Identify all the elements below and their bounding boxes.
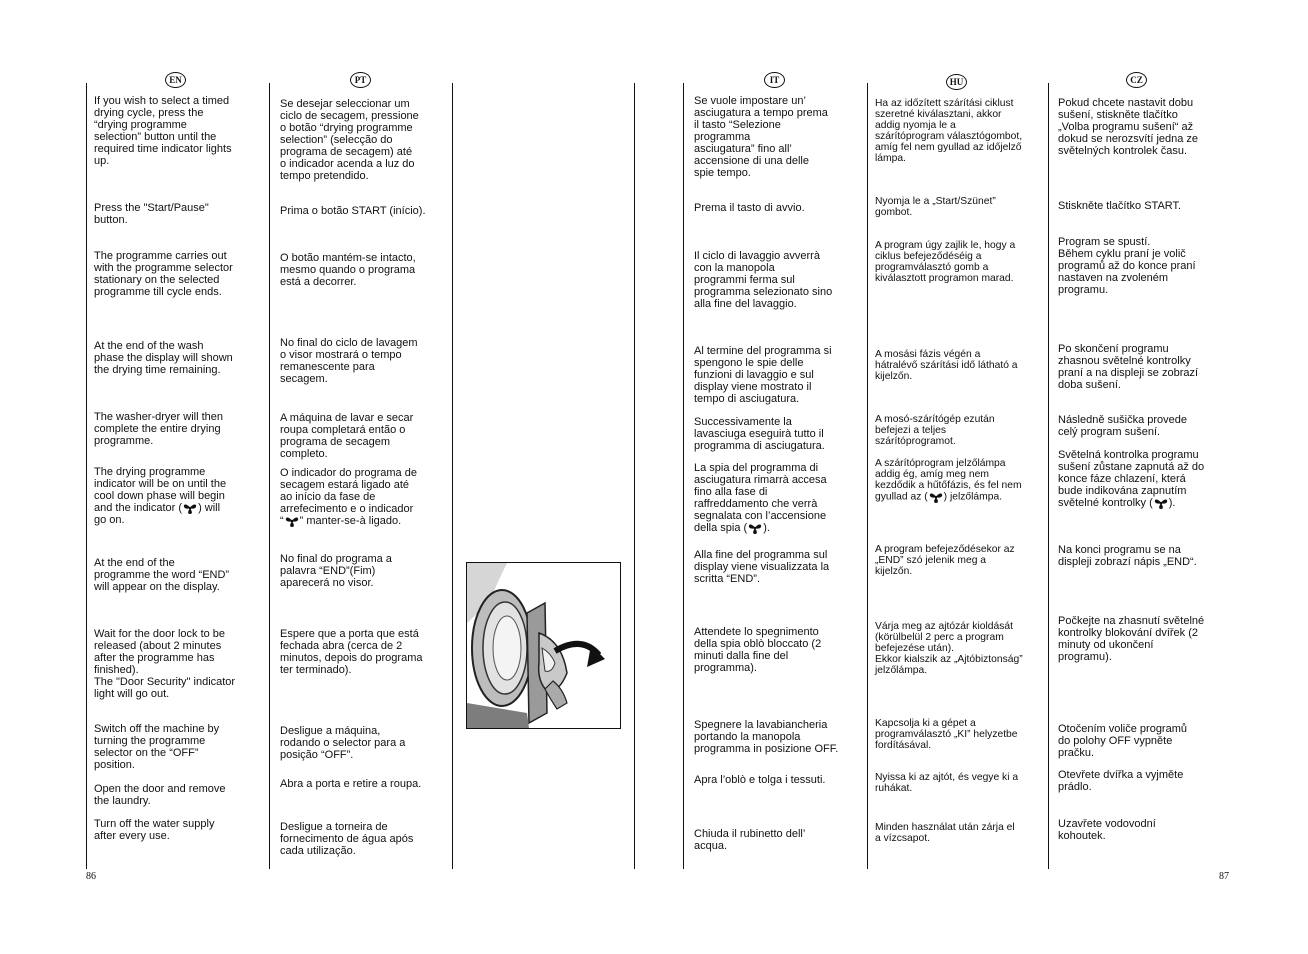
fan-icon [284, 515, 300, 527]
instruction-block: The washer-dryer will then complete the entire drying programme. [94, 411, 223, 447]
instruction-block: Pokud chcete nastavit dobu sušení, stiskněte tlačítko „Volba programu sušení“ až dokud se nerozsvítí jedna ze světelných kontrolek času. [1058, 97, 1199, 157]
fan-icon [1153, 497, 1169, 509]
instruction-block: A szárítóprogram jelzőlámpa addig ég, amíg meg nem kezdődik a hűtőfázis, és fel nem gyullad az ( ) jelzőlámpa. [875, 458, 1022, 503]
instruction-block: Nyomja le a „Start/Szünet” gombot. [875, 196, 996, 218]
instruction-block: O botão mantém-se intacto, mesmo quando o programa está a decorrer. [280, 252, 416, 288]
instruction-block: The programme carries out with the programme selector stationary on the selected programme till cycle ends. [94, 250, 233, 298]
instruction-block: The drying programme indicator will be on until the cool down phase will begin and the indicator ( ) will go on. [94, 466, 227, 527]
instruction-block: Apra l’oblò e tolga i tessuti. [694, 774, 826, 786]
instruction-block: A mosó-szárítógép ezután befejezi a teljes szárítóprogramot. [875, 414, 995, 447]
instruction-block: Open the door and remove the laundry. [94, 783, 226, 807]
instruction-block: Desligue a torneira de fornecimento de água após cada utilização. [280, 821, 414, 857]
instruction-block: Press the "Start/Pause" button. [94, 202, 209, 226]
instruction-block: Nyissa ki az ajtót, és vegye ki a ruhákat. [875, 772, 1019, 794]
language-badge-en: EN [165, 72, 186, 88]
instruction-block: Attendete lo spegnimento della spia oblò bloccato (2 minuti dalla fine del programma). [694, 626, 822, 674]
washer-door-illustration [466, 562, 621, 729]
instruction-block: Se vuole impostare un’ asciugatura a tempo prema il tasto “Selezione programma asciugatura” fino all’ accensione di una delle spie tempo. [694, 95, 828, 179]
instruction-block: Po skončení programu zhasnou světelné kontrolky praní a na displeji se zobrazí doba sušení. [1058, 343, 1199, 391]
fan-icon [928, 491, 944, 503]
column-rule [452, 83, 453, 869]
column-rule [86, 83, 87, 869]
instruction-block: Turn off the water supply after every use. [94, 818, 215, 842]
instruction-block: Otevřete dvířka a vyjměte prádlo. [1058, 769, 1184, 793]
instruction-block: Stiskněte tlačítko START. [1058, 200, 1182, 212]
column-rule [1048, 83, 1049, 869]
language-badge-hu: HU [946, 74, 967, 90]
instruction-block: Wait for the door lock to be released (about 2 minutes after the programme has finished). The "Door Security" indicator light will go out. [94, 628, 236, 700]
instruction-block: Prema il tasto di avvio. [694, 202, 805, 214]
instruction-block: A program befejeződésekor az „END” szó jelenik meg a kijelzőn. [875, 544, 1015, 577]
instruction-block: Espere que a porta que está fechada abra (cerca de 2 minutos, depois do programa ter terminado). [280, 628, 423, 676]
instruction-block: No final do ciclo de lavagem o visor mostrará o tempo remanescente para secagem. [280, 337, 418, 385]
instruction-block: Minden használat után zárja el a vízcsapot. [875, 822, 1015, 844]
instruction-block: At the end of the wash phase the display will shown the drying time remaining. [94, 340, 233, 376]
instruction-block: Otočením voliče programů do polohy OFF vypněte pračku. [1058, 723, 1187, 759]
column-rule [634, 83, 635, 869]
washer-door-image [467, 563, 620, 728]
instruction-block: Se desejar seleccionar um ciclo de secagem, pressione o botão “drying programme selection” (selecção do programa de secagem) até o indicador acenda a luz do tempo pretendido. [280, 98, 419, 182]
instruction-block: Následně sušička provede celý program sušení. [1058, 414, 1188, 438]
instruction-block: Chiuda il rubinetto dell’ acqua. [694, 828, 806, 852]
instruction-block: O indicador do programa de secagem estará ligado até ao início da fase de arrefecimento e o indicador “ ” manter-se-à ligado. [280, 467, 417, 527]
instruction-block: Desligue a máquina, rodando o selector para a posição “OFF”. [280, 725, 406, 761]
instruction-block: Na konci programu se na displeji zobrazí nápis „END“. [1058, 544, 1197, 568]
language-badge-cz: CZ [1126, 72, 1147, 88]
instruction-block: Světelná kontrolka programu sušení zůstane zapnutá až do konce fáze chlazení, která bude indikována zapnutím světelné kontrolky ( ). [1058, 449, 1205, 509]
instruction-block: No final do programa a palavra “END”(Fim) aparecerá no visor. [280, 553, 392, 589]
instruction-block: Várja meg az ajtózár kioldását (körülbelül 2 perc a program befejezése után). Ekkor kialszik az „Ajtóbiztonság” jelzőlámpa. [875, 621, 1023, 676]
instruction-block: At the end of the programme the word “END” will appear on the display. [94, 557, 230, 593]
instruction-block: Spegnere la lavabiancheria portando la manopola programma in posizione OFF. [694, 719, 839, 755]
instruction-block: Abra a porta e retire a roupa. [280, 778, 422, 790]
page-number-left: 86 [86, 871, 96, 882]
fan-icon [747, 522, 763, 534]
instruction-block: A program úgy zajlik le, hogy a ciklus befejeződéséig a programválasztó gomb a kiválasztott programon marad. [875, 240, 1016, 284]
instruction-block: Program se spustí. Během cyklu praní je volič programů až do konce praní nastaven na zvoleném programu. [1058, 236, 1196, 296]
instruction-block: La spia del programma di asciugatura rimarrà accesa fino alla fase di raffreddamento che verrà segnalata con l’accensione della spia ( ). [694, 462, 827, 534]
fan-icon [182, 502, 198, 514]
instruction-block: Al termine del programma si spengono le spie delle funzioni di lavaggio e sul display viene mostrato il tempo di asciugatura. [694, 345, 832, 405]
language-badge-pt: PT [350, 72, 371, 88]
instruction-block: Počkejte na zhasnutí světelné kontrolky blokování dvířek (2 minuty od ukončení programu). [1058, 615, 1205, 663]
instruction-block: Switch off the machine by turning the programme selector on the “OFF” position. [94, 723, 220, 771]
instruction-block: Ha az időzített szárítási ciklust szeretné kiválasztani, akkor addig nyomja le a szárítóprogram választógombot, amíg fel nem gyullad az időjelző lámpa. [875, 98, 1023, 164]
instruction-block: Kapcsolja ki a gépet a programválasztó „KI” helyzetbe fordításával. [875, 718, 1018, 751]
column-rule [269, 83, 270, 869]
instruction-block: If you wish to select a timed drying cycle, press the “drying programme selection” button until the required time indicator lights up. [94, 95, 232, 167]
column-rule [683, 83, 684, 869]
column-rule [867, 83, 868, 869]
instruction-block: Successivamente la lavasciuga eseguirà tutto il programma di asciugatura. [694, 416, 825, 452]
instruction-block: A máquina de lavar e secar roupa completará então o programa de secagem completo. [280, 412, 414, 460]
instruction-block: Il ciclo di lavaggio avverrà con la manopola programmi ferma sul programma selezionato sino alla fine del lavaggio. [694, 250, 833, 310]
language-badge-it: IT [764, 72, 785, 88]
instruction-block: Uzavřete vodovodní kohoutek. [1058, 818, 1156, 842]
instruction-block: A mosási fázis végén a hátralévő szárítási idő látható a kijelzőn. [875, 349, 1018, 382]
page-number-right: 87 [1219, 871, 1229, 882]
instruction-block: Alla fine del programma sul display viene visualizzata la scritta “END”. [694, 549, 830, 585]
instruction-block: Prima o botão START (início). [280, 205, 426, 217]
